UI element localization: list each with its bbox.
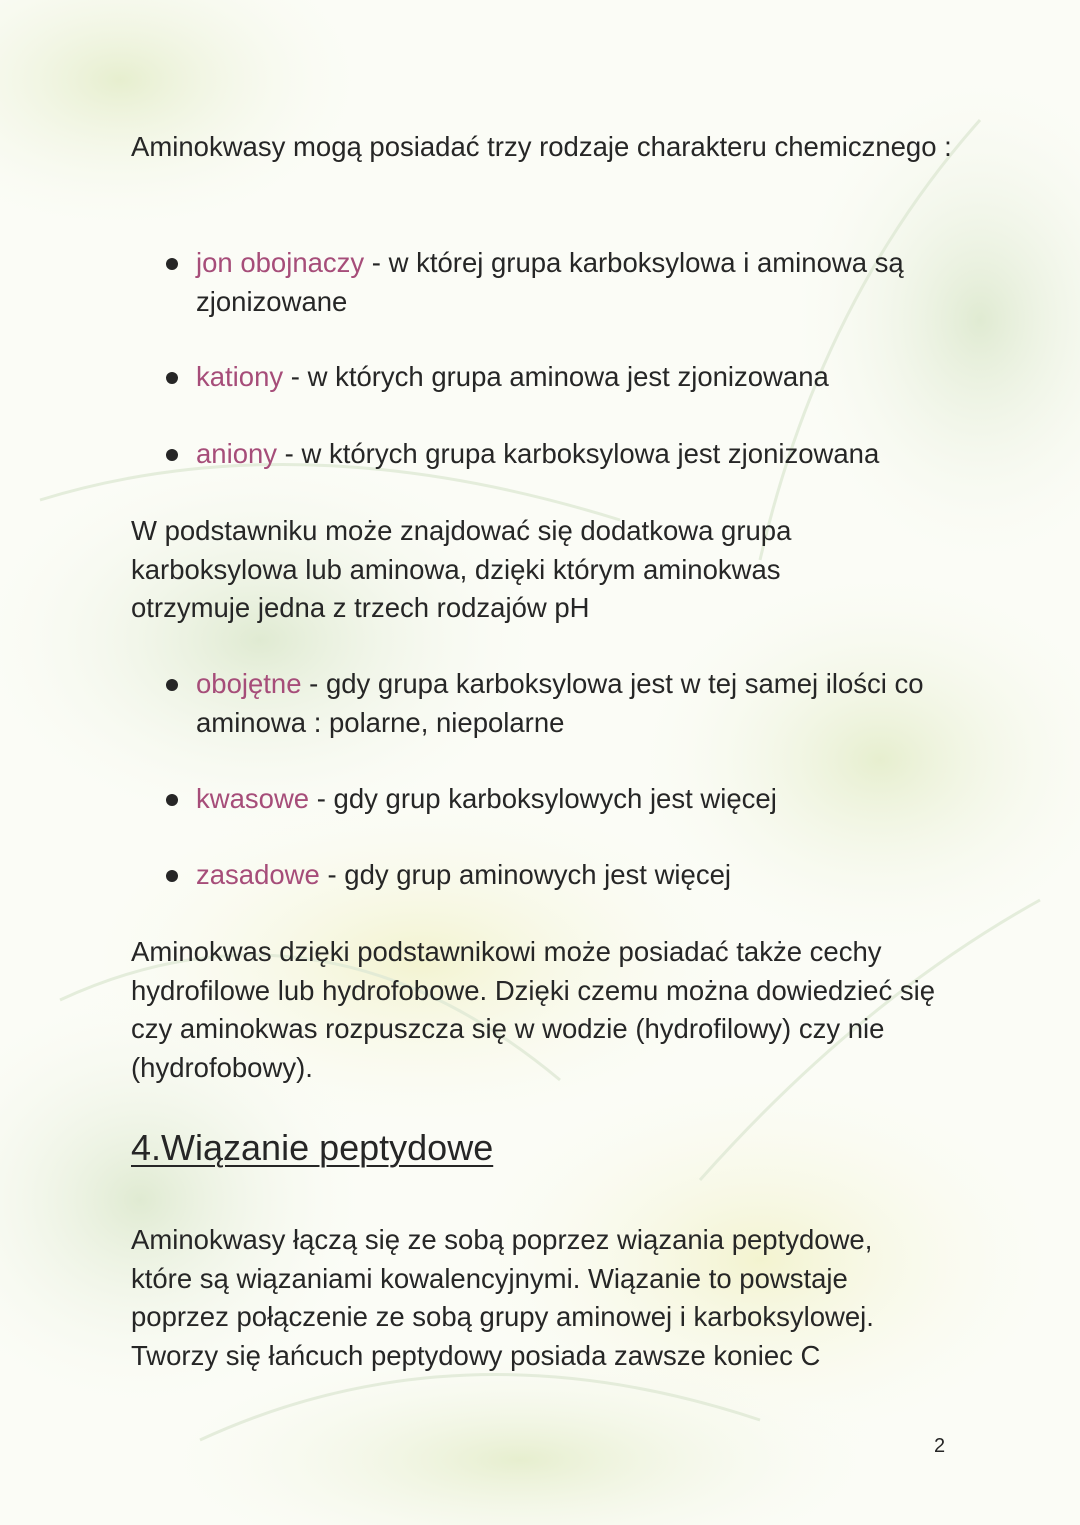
bullet-icon bbox=[166, 794, 178, 806]
bullet-icon bbox=[166, 372, 178, 384]
paragraph-chemical-character: Aminokwasy mogą posiadać trzy rodzaje charakteru chemicznego : bbox=[131, 131, 952, 162]
list-item-ph-type bbox=[166, 780, 986, 819]
term-label: zasadowe bbox=[196, 859, 320, 890]
bullet-icon bbox=[166, 258, 178, 270]
term-description: - gdy grupa karboksylowa jest w tej samej ilości co aminowa : polarne, niepolarne bbox=[196, 668, 924, 738]
list-item-ph-type bbox=[166, 665, 986, 742]
term-label: obojętne bbox=[196, 668, 302, 699]
term-description: - gdy grup aminowych jest więcej bbox=[319, 859, 731, 890]
section-heading: 4.Wiązanie peptydowe bbox=[131, 1127, 494, 1168]
term-description: - gdy grup karboksylowych jest więcej bbox=[309, 783, 777, 814]
list-item-charge bbox=[166, 435, 986, 474]
paragraph-peptide-bond: Aminokwasy łączą się ze sobą poprzez wiązania peptydowe, które są wiązaniami kowalencyjnymi. Wiązanie to powstaje poprzez połączenie ze sobą grupy aminowej i karboksylowej. Tworzy się łańcuch peptydowy posiada zawsze koniec C bbox=[131, 1224, 874, 1371]
term-label: kwasowe bbox=[196, 783, 310, 814]
term-description: - w których grupa aminowa jest zjonizowana bbox=[283, 361, 829, 392]
term-description: - w których grupa karboksylowa jest zjonizowana bbox=[277, 438, 880, 469]
term-label: aniony bbox=[196, 438, 278, 469]
bullet-icon bbox=[166, 870, 178, 882]
list-item-ph-type bbox=[166, 856, 986, 895]
paragraph-hydrophilic: Aminokwas dzięki podstawnikowi może posiadać także cechy hydrofilowe lub hydrofobowe. Dzięki czemu można dowiedzieć się czy aminokwas rozpuszcza się w wodzie (hydrofilowy) czy nie (hydrofobowy). bbox=[131, 936, 935, 1083]
list-item-charge bbox=[166, 244, 986, 321]
term-label: kationy bbox=[196, 361, 284, 392]
list-item-charge bbox=[166, 358, 986, 397]
term-description: - w której grupa karboksylowa i aminowa są zjonizowane bbox=[196, 247, 904, 317]
term-label: jon obojnaczy bbox=[196, 247, 365, 278]
bullet-icon bbox=[166, 679, 178, 691]
bullet-icon bbox=[166, 449, 178, 461]
page-number: 2 bbox=[934, 1435, 946, 1457]
paragraph-substituent-ph: W podstawniku może znajdować się dodatkowa grupa karboksylowa lub aminowa, dzięki którym aminokwas otrzymuje jedna z trzech rodzajów pH bbox=[131, 515, 792, 623]
